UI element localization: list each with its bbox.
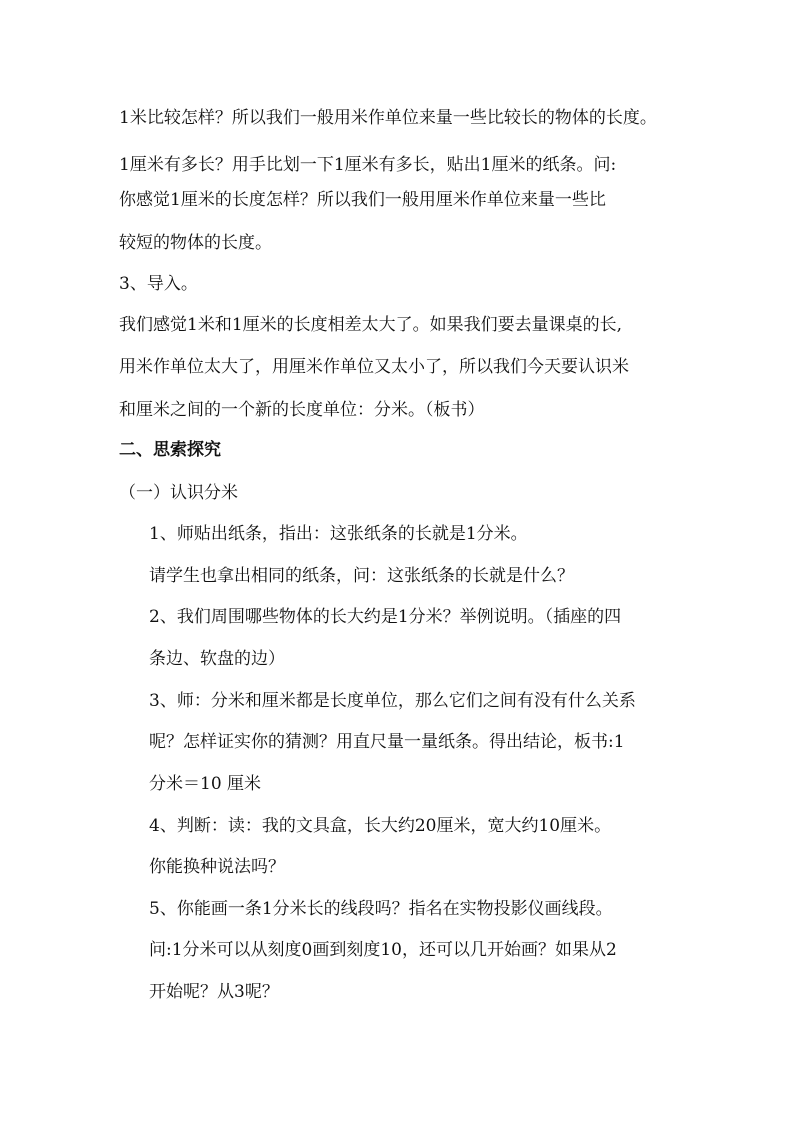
section-heading: 二、思索探究 [119,440,221,460]
text-line-6: 我们感觉1米和1厘米的长度相差太大了。如果我们要去量课桌的长, [119,315,623,335]
text-line-2: 1厘米有多长？用手比划一下1厘米有多长，贴出1厘米的纸条。问: [119,155,617,175]
subsection-heading: （一）认识分米 [119,483,238,503]
text-line-5: 3、导入。 [119,274,198,294]
text-line-15: 3、师：分米和厘米都是长度单位，那么它们之间有没有什么关系 [149,691,636,711]
text-line-8: 和厘米之间的一个新的长度单位：分米。（板书） [119,400,485,420]
text-line-12: 请学生也拿出相同的纸条，问：这张纸条的长就是什么？ [149,566,574,586]
text-line-18: 4、判断：读：我的文具盒，长大约20厘米，宽大约10厘米。 [149,816,612,836]
text-line-7: 用米作单位太大了，用厘米作单位又太小了，所以我们今天要认识米 [119,357,629,377]
text-line-22: 开始呢？从3呢？ [149,982,279,1002]
text-line-11: 1、师贴出纸条，指出：这张纸条的长就是1分米。 [149,524,528,544]
text-line-20: 5、你能画一条1分米长的线段吗？指名在实物投影仪画线段。 [149,899,613,919]
text-line-1: 1米比较怎样？所以我们一般用米作单位来量一些比较长的物体的长度。 [119,108,657,128]
text-line-16: 呢？怎样证实你的猜测？用直尺量一量纸条。得出结论，板书:1 [149,732,625,752]
text-line-17: 分米＝10 厘米 [149,774,262,794]
text-line-4: 较短的物体的长度。 [119,233,272,253]
text-line-21: 问:1分米可以从刻度0画到刻度10，还可以几开始画？如果从2 [149,940,617,960]
text-line-13: 2、我们周围哪些物体的长大约是1分米？举例说明。（插座的四 [149,607,622,627]
text-line-3: 你感觉1厘米的长度怎样？所以我们一般用厘米作单位来量一些比 [119,190,606,210]
text-line-19: 你能换种说法吗？ [149,857,285,877]
text-line-14: 条边、软盘的边） [149,649,285,669]
